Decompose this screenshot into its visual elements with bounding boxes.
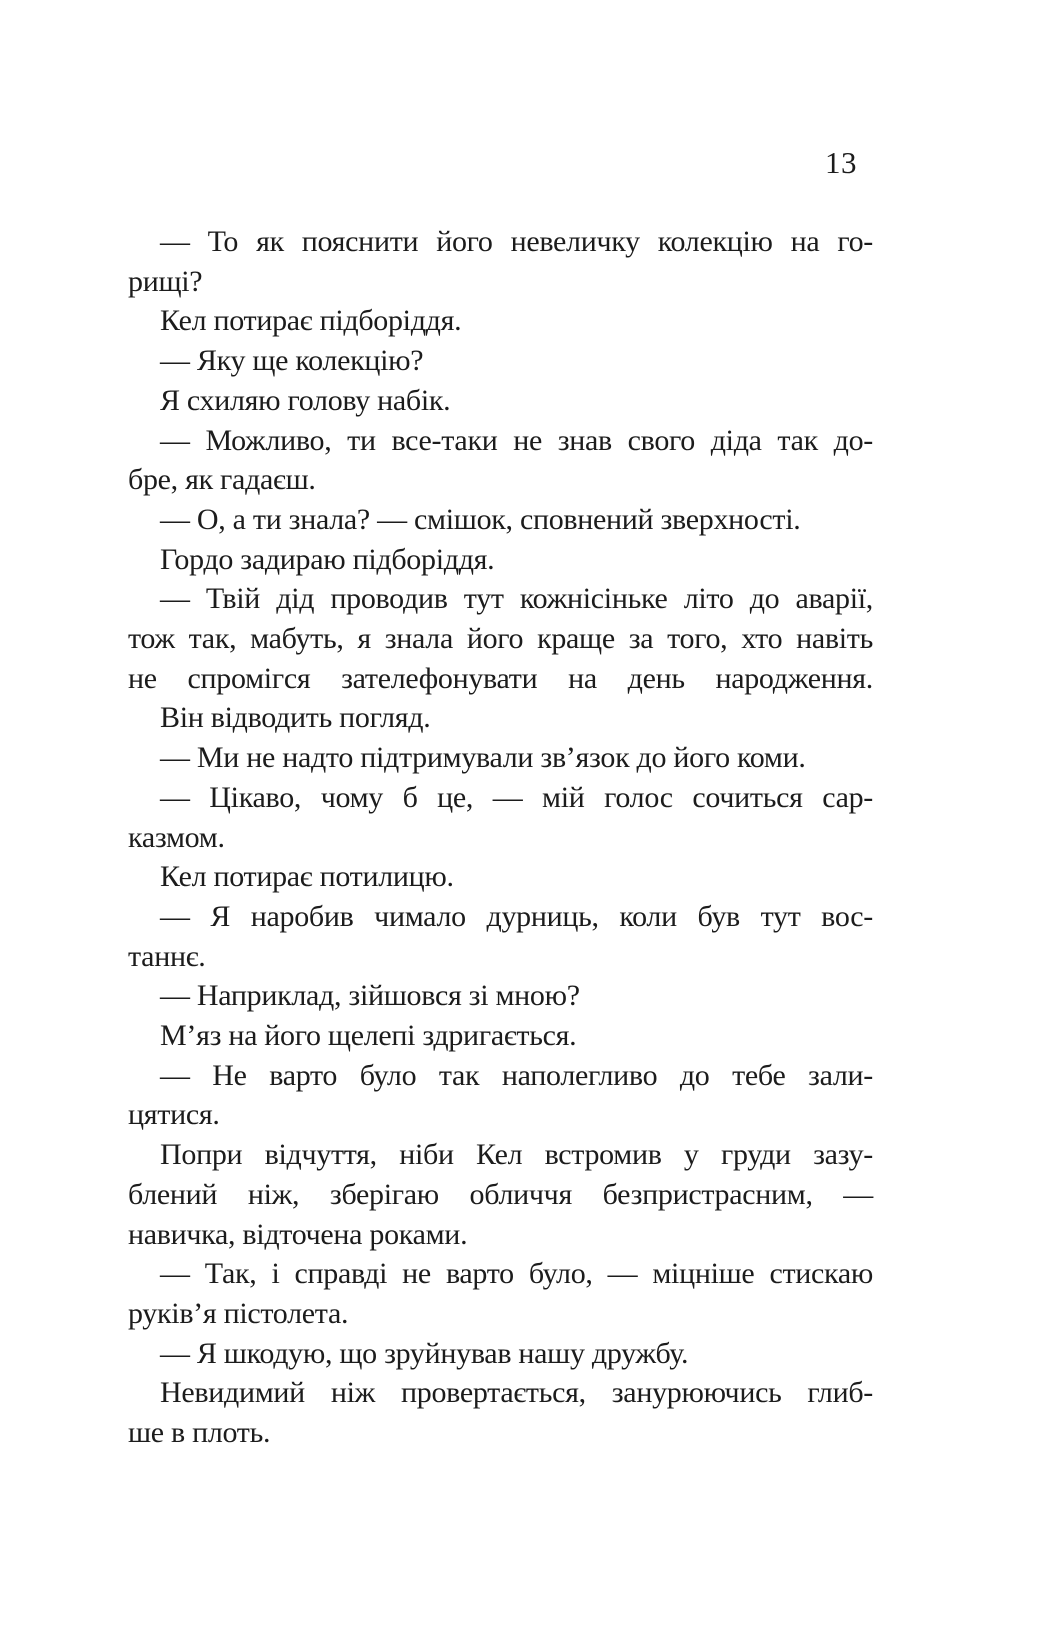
text-line: цятися. (128, 1098, 220, 1132)
text-line: тож так, мабуть, я знала його краще за того, хто навіть (128, 622, 873, 656)
paragraph (128, 381, 873, 421)
text-line: таннє. (128, 939, 206, 973)
text-line: — Твій дід проводив тут кожнісіньке літо до аварії, (160, 582, 873, 616)
paragraph (128, 540, 873, 580)
text-line: — Не варто було так наполегливо до тебе зали- (160, 1058, 873, 1092)
text-line: — Так, і справді не варто було, — міцніше стискаю (160, 1257, 873, 1291)
paragraph (128, 1334, 873, 1374)
text-line: не спромігся зателефонувати на день народження. (128, 661, 873, 695)
text-line: Невидимий ніж провертається, занурюючись глиб- (160, 1376, 873, 1410)
text-line: — Яку ще колекцію? (160, 344, 424, 378)
text-line: руків’я пістолета. (128, 1296, 349, 1330)
text-line: — Можливо, ти все-таки не знав свого діда так до- (160, 423, 873, 457)
text-line: ше в плоть. (128, 1416, 271, 1450)
page-number: 13 (825, 145, 857, 180)
paragraph (128, 500, 873, 540)
text-line: рищі? (128, 264, 203, 298)
text-line: Гордо задираю підборіддя. (160, 542, 495, 576)
paragraph (128, 1016, 873, 1056)
text-line: Кел потирає потилицю. (160, 860, 454, 894)
text-line: М’яз на його щелепі здригається. (160, 1019, 577, 1053)
paragraph (128, 1056, 873, 1135)
text-line: казмом. (128, 820, 225, 854)
text-line: Я схиляю голову набік. (160, 383, 451, 417)
paragraph (128, 1135, 873, 1254)
paragraph (128, 421, 873, 500)
paragraph (128, 778, 873, 857)
paragraph (128, 1373, 873, 1452)
paragraph (128, 698, 873, 738)
text-line: Він відводить погляд. (160, 701, 431, 735)
text-line: бре, як гадаєш. (128, 463, 316, 497)
text-line: Кел потирає підборіддя. (160, 304, 462, 338)
page-text (128, 222, 873, 1453)
paragraph (128, 857, 873, 897)
text-line: — О, а ти знала? — смішок, сповнений зверхності. (160, 502, 801, 536)
text-line: — То як пояснити його невеличку колекцію на го- (160, 225, 873, 258)
paragraph (128, 897, 873, 976)
paragraph (128, 341, 873, 381)
paragraph (128, 579, 873, 698)
paragraph (128, 1254, 873, 1333)
text-line: — Я наробив чимало дурниць, коли був тут вос- (160, 899, 873, 933)
paragraph (128, 976, 873, 1016)
text-line: Попри відчуття, ніби Кел встромив у груди зазу- (160, 1138, 873, 1172)
text-line: блений ніж, зберігаю обличчя безпристрасним, — (128, 1177, 873, 1211)
paragraph (128, 738, 873, 778)
text-line: — Цікаво, чому б це, — мій голос сочиться сар- (160, 780, 873, 814)
text-line: — Наприклад, зійшовся зі мною? (160, 979, 580, 1013)
text-line: навичка, відточена роками. (128, 1217, 468, 1251)
paragraph (128, 301, 873, 341)
paragraph (128, 222, 873, 301)
text-line: — Я шкодую, що зруйнував нашу дружбу. (160, 1336, 689, 1370)
text-line: — Ми не надто підтримували зв’язок до його коми. (160, 741, 806, 775)
